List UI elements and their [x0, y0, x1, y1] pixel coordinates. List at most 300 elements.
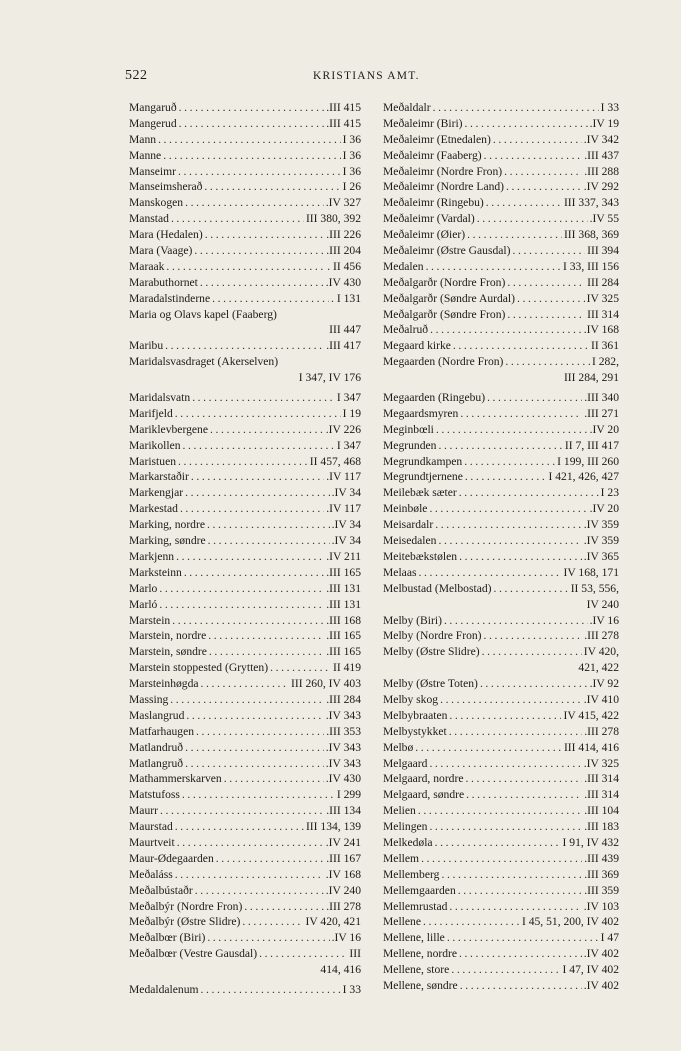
index-entry-row: [129, 787, 361, 803]
index-entry: [129, 740, 361, 756]
entry-reference: .III 165: [326, 629, 361, 643]
entry-reference: I 33, III 156: [562, 259, 619, 273]
index-entry: [383, 243, 619, 259]
entry-name: Mellene: [383, 915, 421, 929]
entry-reference: .IV 19: [589, 116, 619, 130]
index-entry: [129, 259, 361, 275]
index-entry-row: [383, 946, 619, 962]
entry-name: Matlangruð: [129, 756, 184, 770]
index-entry-row: [129, 724, 361, 740]
dot-leader: [173, 406, 341, 422]
dot-leader: [463, 771, 582, 787]
entry-name: Melgaard: [383, 756, 428, 770]
entry-name: Melkedøla: [383, 835, 433, 849]
entry-reference: .IV 359: [583, 534, 619, 548]
dot-leader: [416, 565, 561, 581]
index-entry-row: [129, 771, 361, 787]
entry-name: Maridalsvatn: [129, 391, 191, 405]
index-entry: [129, 692, 361, 708]
entry-name: Melingen: [383, 820, 428, 834]
index-entry: [383, 100, 619, 116]
index-entry: [129, 597, 361, 613]
index-entry-row: [129, 628, 361, 644]
dot-leader: [173, 867, 324, 883]
index-entry-row: [383, 914, 619, 930]
entry-reference: .IV 240: [325, 883, 361, 897]
index-entry: [383, 930, 619, 946]
entry-reference: .III 415: [326, 116, 361, 130]
entry-name: Meðaleimr (Nordre Land): [383, 180, 505, 194]
dot-leader: [457, 485, 599, 501]
dot-leader: [176, 164, 341, 180]
dot-leader: [161, 148, 340, 164]
dot-leader: [183, 485, 329, 501]
entry-reference: III 284: [587, 275, 619, 289]
index-entry: [383, 740, 619, 756]
entry-reference: I 36: [342, 148, 361, 162]
entry-reference: I 421, 426, 427: [548, 470, 619, 484]
index-entry: [383, 867, 619, 883]
index-entry-row: [383, 787, 619, 803]
index-entry: [383, 628, 619, 644]
index-entry: [129, 803, 361, 819]
dot-leader: [447, 708, 561, 724]
entry-name: Melby (Biri): [383, 613, 442, 627]
entry-name: Mellemrustad: [383, 899, 448, 913]
index-entry: [129, 982, 361, 998]
index-entry-row: [383, 275, 619, 291]
dot-leader: [458, 978, 582, 994]
index-entry: [129, 438, 361, 454]
entry-reference: .IV 325: [583, 756, 619, 770]
entry-reference: I 19: [342, 406, 361, 420]
index-entry: [383, 116, 619, 132]
entry-name: Melby (Nordre Fron): [383, 629, 482, 643]
dot-leader: [182, 565, 324, 581]
index-entry: [383, 533, 619, 549]
index-entry: [383, 338, 619, 354]
index-entry: [129, 724, 361, 740]
entry-name: Marstein, søndre: [129, 645, 207, 659]
index-entry: [383, 803, 619, 819]
dot-leader: [192, 243, 324, 259]
entry-name: Maridalsvasdraget (Akerselven): [129, 355, 279, 369]
index-entry-row: [129, 803, 361, 819]
index-entry: [383, 132, 619, 148]
index-entry: [383, 708, 619, 724]
index-entry: [129, 195, 361, 211]
index-entry: [383, 851, 619, 867]
entry-name: Megrundtjernene: [383, 470, 463, 484]
index-entry: [383, 787, 619, 803]
index-entry-row: [383, 438, 619, 454]
index-entry-row: [383, 179, 619, 195]
entry-reference-continuation: III 447: [329, 323, 361, 337]
entry-reference: .III 131: [326, 597, 361, 611]
index-entry-row: [129, 644, 361, 660]
entry-name: Meðaleimr (Biri): [383, 116, 463, 130]
entry-name: Maradalstinderne: [129, 291, 211, 305]
entry-name: Meisedalen: [383, 534, 437, 548]
entry-name: Mellene, søndre: [383, 978, 458, 992]
entry-reference: I 347: [336, 438, 361, 452]
entry-name: Marabuthornet: [129, 275, 198, 289]
entry-reference-continuation: IV 240: [586, 597, 619, 611]
entry-reference: III: [349, 947, 361, 961]
entry-name: Massing: [129, 692, 169, 706]
entry-name: Mellem: [383, 851, 420, 865]
index-entry: [129, 771, 361, 787]
index-entry-row: [383, 406, 619, 422]
entry-reference: I 33: [600, 101, 619, 114]
dot-leader: [482, 148, 583, 164]
index-entry-row: [383, 867, 619, 883]
entry-reference: .IV 342: [583, 132, 619, 146]
dot-leader: [456, 883, 582, 899]
index-entry-row: [383, 899, 619, 915]
entry-reference: III 380, 392: [305, 212, 361, 226]
index-entry-row: [129, 549, 361, 565]
dot-leader: [178, 501, 324, 517]
index-entry: [129, 116, 361, 132]
dot-leader: [491, 132, 582, 148]
entry-reference: IV 325: [586, 291, 619, 305]
entry-reference: .III 314: [584, 788, 619, 802]
entry-name: Marking, nordre: [129, 518, 205, 532]
dot-leader: [427, 501, 587, 517]
index-entry: [129, 469, 361, 485]
index-entry-row: [383, 338, 619, 354]
entry-reference: .III 340: [584, 391, 619, 405]
page-header: [125, 68, 625, 88]
index-entry-row: [383, 851, 619, 867]
index-entry: [383, 914, 619, 930]
dot-leader: [242, 899, 324, 915]
index-entry: [129, 676, 361, 692]
index-entry: [383, 406, 619, 422]
entry-reference: .III 314: [584, 772, 619, 786]
index-entry: [129, 835, 361, 851]
entry-name: Megaard kirke: [383, 339, 451, 353]
index-entry-row: [383, 676, 619, 692]
dot-leader: [170, 613, 324, 629]
entry-reference: I 299: [336, 788, 361, 802]
index-entry: [129, 422, 361, 438]
entry-name: Melbø: [383, 740, 414, 754]
index-entry-row: [383, 243, 619, 259]
dot-leader: [428, 322, 582, 338]
dot-leader: [199, 676, 289, 692]
index-entry: [129, 227, 361, 243]
dot-leader: [515, 291, 585, 307]
entry-reference: .III 165: [326, 645, 361, 659]
dot-leader: [175, 835, 324, 851]
entry-reference: .III 134: [326, 804, 361, 818]
index-entry-row: [129, 422, 361, 438]
index-entry: [129, 930, 361, 946]
entry-reference: .IV 211: [326, 549, 361, 563]
dot-leader: [202, 179, 340, 195]
index-entry-row: [129, 756, 361, 772]
index-entry-row: [129, 406, 361, 422]
entry-name: Maslangrud: [129, 708, 185, 722]
index-entry: [383, 962, 619, 978]
entry-name: Marikollen: [129, 438, 181, 452]
index-entry: [129, 914, 361, 930]
entry-name: Mara (Hedalen): [129, 228, 203, 242]
entry-reference: III 394: [587, 244, 619, 258]
entry-reference: III 368, 369: [563, 228, 619, 242]
entry-name: Marlo: [129, 581, 158, 595]
dot-leader: [419, 851, 582, 867]
entry-reference-continuation: I 347, IV 176: [298, 371, 361, 385]
entry-reference: .IV 430: [325, 275, 361, 289]
dot-leader: [214, 851, 324, 867]
index-entry: [383, 819, 619, 835]
entry-name: Marstein: [129, 613, 171, 627]
index-entry: [129, 179, 361, 195]
index-entry: [129, 390, 361, 406]
dot-leader: [458, 406, 582, 422]
index-entry: [383, 390, 619, 406]
index-entry: [129, 787, 361, 803]
entry-name: Mellene, lille: [383, 931, 445, 945]
index-entry-row: [383, 883, 619, 899]
index-entry-row: [383, 517, 619, 533]
entry-reference: .IV 410: [583, 692, 619, 706]
index-entry-row: [129, 211, 361, 227]
entry-reference: .IV 327: [325, 196, 361, 210]
index-entry: [129, 628, 361, 644]
entry-reference: II 53, 556,: [570, 581, 619, 595]
index-entry: [383, 549, 619, 565]
dot-leader: [208, 422, 324, 438]
index-entry: [129, 851, 361, 867]
dot-leader: [447, 724, 582, 740]
index-entry-row: [129, 259, 361, 275]
index-entry-row: [383, 708, 619, 724]
entry-reference: .III 165: [326, 565, 361, 579]
entry-name: Mathammerskarven: [129, 772, 222, 786]
index-entry-row: [129, 533, 361, 549]
dot-leader: [462, 454, 555, 470]
entry-reference: .III 353: [326, 724, 361, 738]
index-entry-row: [129, 676, 361, 692]
dot-leader: [442, 613, 588, 629]
dot-leader: [475, 211, 588, 227]
index-entry-row: [129, 132, 361, 148]
entry-name: Meisardalr: [383, 518, 434, 532]
dot-leader: [427, 819, 582, 835]
entry-name: Matlandruð: [129, 740, 184, 754]
index-entry-row: [129, 227, 361, 243]
index-entry: [383, 438, 619, 454]
index-entry: [383, 771, 619, 787]
index-entry-row: [383, 100, 619, 116]
entry-name: Meðaleimr (Etnedalen): [383, 132, 491, 146]
entry-name: Meðalgarðr (Nordre Fron): [383, 275, 506, 289]
entry-reference: IV 420, 421: [305, 915, 361, 929]
index-entry-row: [129, 899, 361, 915]
index-entry: [383, 354, 619, 386]
dot-leader: [181, 438, 335, 454]
entry-name: Medalen: [383, 259, 424, 273]
index-entry: [383, 422, 619, 438]
index-entry-row: [383, 803, 619, 819]
entry-reference: .IV 92: [589, 677, 619, 691]
dot-leader: [505, 307, 585, 323]
index-entry: [383, 195, 619, 211]
entry-reference: I 91, IV 432: [562, 835, 619, 849]
index-entry: [129, 164, 361, 180]
entry-reference: .IV 241: [325, 835, 361, 849]
entry-name: Marstein stoppested (Grytten): [129, 661, 269, 675]
entry-reference: .IV 168: [325, 867, 361, 881]
entry-name: Meðaláss: [129, 867, 173, 881]
entry-name: Megaardsmyren: [383, 406, 459, 420]
index-entry: [383, 565, 619, 581]
entry-name: Medaldalenum: [129, 982, 199, 996]
entry-name: Melgaard, nordre: [383, 772, 464, 786]
entry-reference: III 337, 343: [563, 196, 619, 210]
dot-leader: [177, 116, 325, 132]
dot-leader: [436, 533, 581, 549]
entry-name: Mangerud: [129, 116, 177, 130]
entry-name: Megaarden (Nordre Fron): [383, 355, 504, 369]
entry-name: Meðaldalr: [383, 101, 431, 114]
entry-reference: .III 168: [326, 613, 361, 627]
index-entry: [383, 148, 619, 164]
entry-reference: .IV 103: [583, 899, 619, 913]
index-entry-row: [383, 644, 619, 660]
index-entry: [383, 322, 619, 338]
page-number: 522: [125, 68, 148, 83]
entry-reference: .IV 16: [589, 613, 619, 627]
dot-leader: [511, 243, 586, 259]
index-entry-row: [383, 211, 619, 227]
index-entry-row: [383, 740, 619, 756]
entry-reference: .IV 16: [331, 931, 361, 945]
index-entry-row: [129, 243, 361, 259]
entry-reference: IV 415, 422: [563, 708, 619, 722]
entry-name: Melien: [383, 804, 416, 818]
entry-reference: III 260, IV 403: [291, 677, 361, 691]
entry-reference: II 457, 468: [309, 454, 361, 468]
dot-leader: [447, 899, 581, 915]
index-entry-row: [383, 978, 619, 994]
dot-leader: [183, 195, 324, 211]
entry-name: Megrundkampen: [383, 454, 463, 468]
entry-reference: II 361: [590, 339, 619, 353]
dot-leader: [485, 390, 582, 406]
dot-leader: [505, 275, 585, 291]
index-entry-row: [129, 819, 361, 835]
entry-name: Mellene, nordre: [383, 947, 458, 961]
entry-name: Maurr: [129, 804, 158, 818]
entry-reference: .IV 34: [331, 534, 361, 548]
entry-name: Meinbøle: [383, 502, 428, 516]
index-entry-row: [383, 501, 619, 517]
dot-leader: [169, 211, 304, 227]
entry-name: Meðalbœr (Vestre Gausdal): [129, 947, 258, 961]
entry-name: Meðalbœr (Biri): [129, 931, 206, 945]
entry-reference: I 23: [600, 486, 619, 500]
entry-name: Maribu: [129, 339, 164, 353]
index-entry: [383, 211, 619, 227]
entry-name: Meðalbýr (Østre Slidre): [129, 915, 241, 929]
entry-reference: .IV 34: [331, 486, 361, 500]
dot-leader: [502, 164, 582, 180]
index-entry-row: [383, 692, 619, 708]
index-entry: [129, 243, 361, 259]
entry-reference: I 347: [336, 391, 361, 405]
index-entry: [129, 211, 361, 227]
running-title: KRISTIANS AMT.: [313, 70, 420, 82]
entry-name: Meðaleimr (Østre Gausdal): [383, 244, 511, 258]
dot-leader: [445, 930, 599, 946]
entry-reference: .IV 168: [583, 323, 619, 337]
entry-reference: I 282,: [591, 355, 619, 369]
index-entry-row: [383, 771, 619, 787]
entry-name: Marifjeld: [129, 406, 173, 420]
entry-reference: .IV 343: [325, 740, 361, 754]
index-column-left: [129, 100, 361, 998]
index-entry-row: [383, 422, 619, 438]
entry-reference: .III 284: [326, 692, 361, 706]
dot-leader: [183, 756, 324, 772]
index-entry: [129, 613, 361, 629]
dot-leader: [504, 179, 582, 195]
index-entry: [383, 676, 619, 692]
dot-leader: [449, 962, 560, 978]
index-entry: [383, 227, 619, 243]
index-entry: [129, 517, 361, 533]
index-entry: [383, 644, 619, 676]
entry-name: Markjenn: [129, 549, 175, 563]
entry-name: Mellemberg: [383, 867, 440, 881]
entry-name: Meðaleimr (Øier): [383, 228, 466, 242]
entry-name: Megrunden: [383, 438, 437, 452]
index-entry: [129, 354, 361, 386]
dot-leader: [451, 338, 589, 354]
entry-reference-continuation: III 284, 291: [563, 371, 619, 385]
entry-reference-continuation: 421, 422: [578, 661, 619, 675]
index-entry-row: [129, 517, 361, 533]
dot-leader: [177, 100, 325, 116]
index-entry: [129, 291, 361, 307]
entry-reference: .III 369: [584, 867, 619, 881]
entry-reference: I 26: [342, 180, 361, 194]
index-entry-row: [129, 438, 361, 454]
index-entry-row: [129, 883, 361, 899]
dot-leader: [463, 469, 547, 485]
entry-reference: IV 168, 171: [563, 565, 619, 579]
entry-reference: .III 278: [326, 899, 361, 913]
index-entry-row: [383, 116, 619, 132]
index-entry-row: [383, 259, 619, 275]
entry-reference: .IV 20: [589, 422, 619, 436]
dot-leader: [173, 819, 304, 835]
entry-name: Melbustad (Melbostad): [383, 581, 492, 595]
dot-leader: [433, 517, 582, 533]
index-entry-row: [129, 148, 361, 164]
index-entry-row: [383, 930, 619, 946]
index-entry-row: [383, 628, 619, 644]
dot-leader: [184, 708, 323, 724]
dot-leader: [203, 227, 325, 243]
dot-leader: [194, 724, 324, 740]
index-entry-row: [129, 930, 361, 946]
